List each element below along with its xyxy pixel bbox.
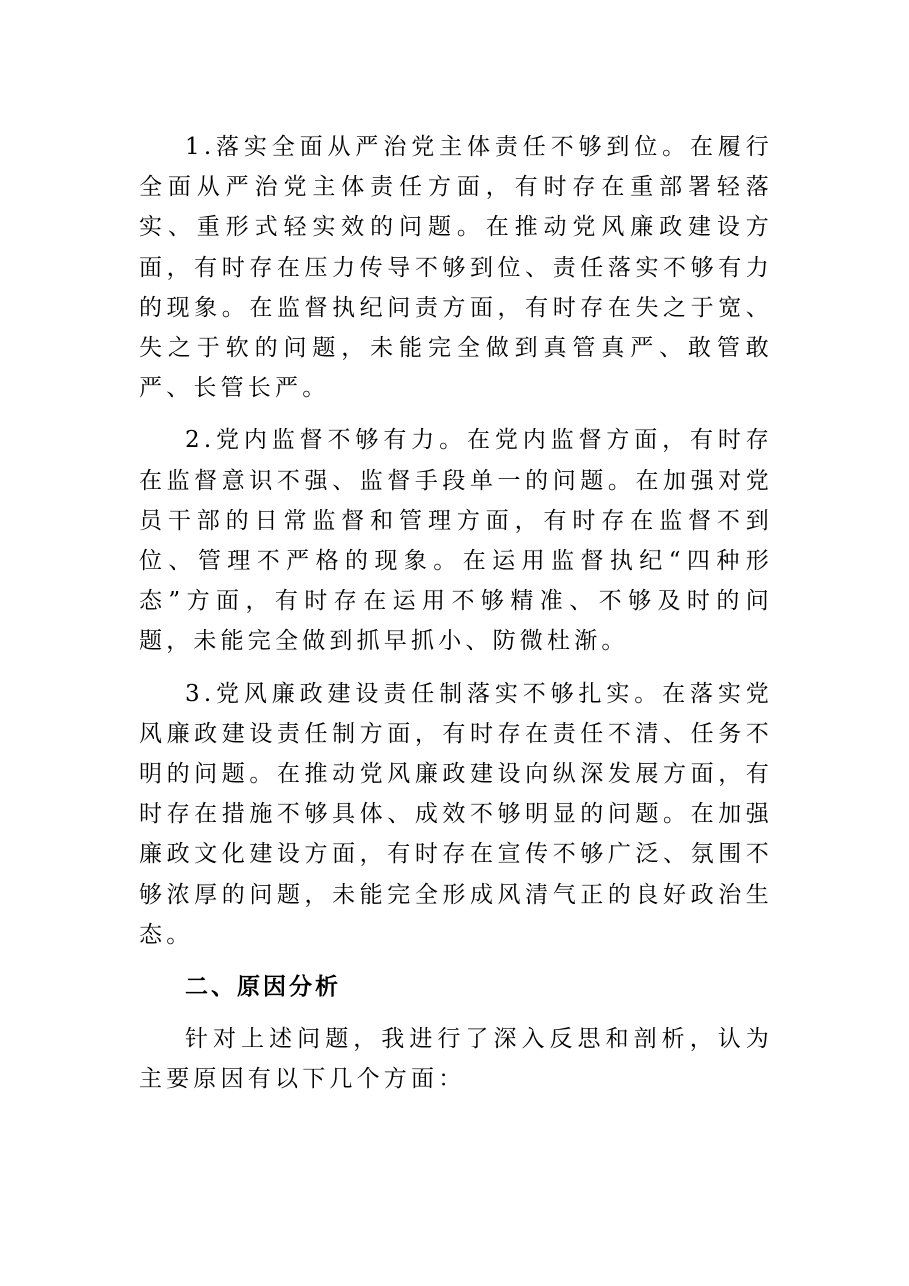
section-heading: 二、原因分析 [185,974,341,1001]
paragraph-supervision: 2.党内监督不够有力。在党内监督方面，有时存在监督意识不强、监督手段单一的问题。在加强对党员干部的日常监督和管理方面，有时存在监督不到位、管理不严格的现象。在运用监督执纪“四种形态”方面，有时存在运用不够精准、不够及时的问题，未能完全做到抓早抓小、防微杜渐。 [139,427,773,655]
paragraph-cause-intro: 针对上述问题，我进行了深入反思和剖析，认为主要原因有以下几个方面： [139,1026,773,1093]
paragraph-responsibility: 1.落实全面从严治党主体责任不够到位。在履行全面从严治党主体责任方面，有时存在重部署轻落实、重形式轻实效的问题。在推动党风廉政建设方面，有时存在压力传导不够到位、责任落实不够有力的现象。在监督执纪问责方面，有时存在失之于宽、失之于软的问题，未能完全做到真管真严、敢管敢严、长管长严。 [139,134,773,402]
document-body [139,127,773,1112]
paragraph-integrity-system: 3.党风廉政建设责任制落实不够扎实。在落实党风廉政建设责任制方面，有时存在责任不清、任务不明的问题。在推动党风廉政建设向纵深发展方面，有时存在措施不够具体、成效不够明显的问题。在加强廉政文化建设方面，有时存在宣传不够广泛、氛围不够浓厚的问题，未能完全形成风清气正的良好政治生态。 [139,680,773,948]
